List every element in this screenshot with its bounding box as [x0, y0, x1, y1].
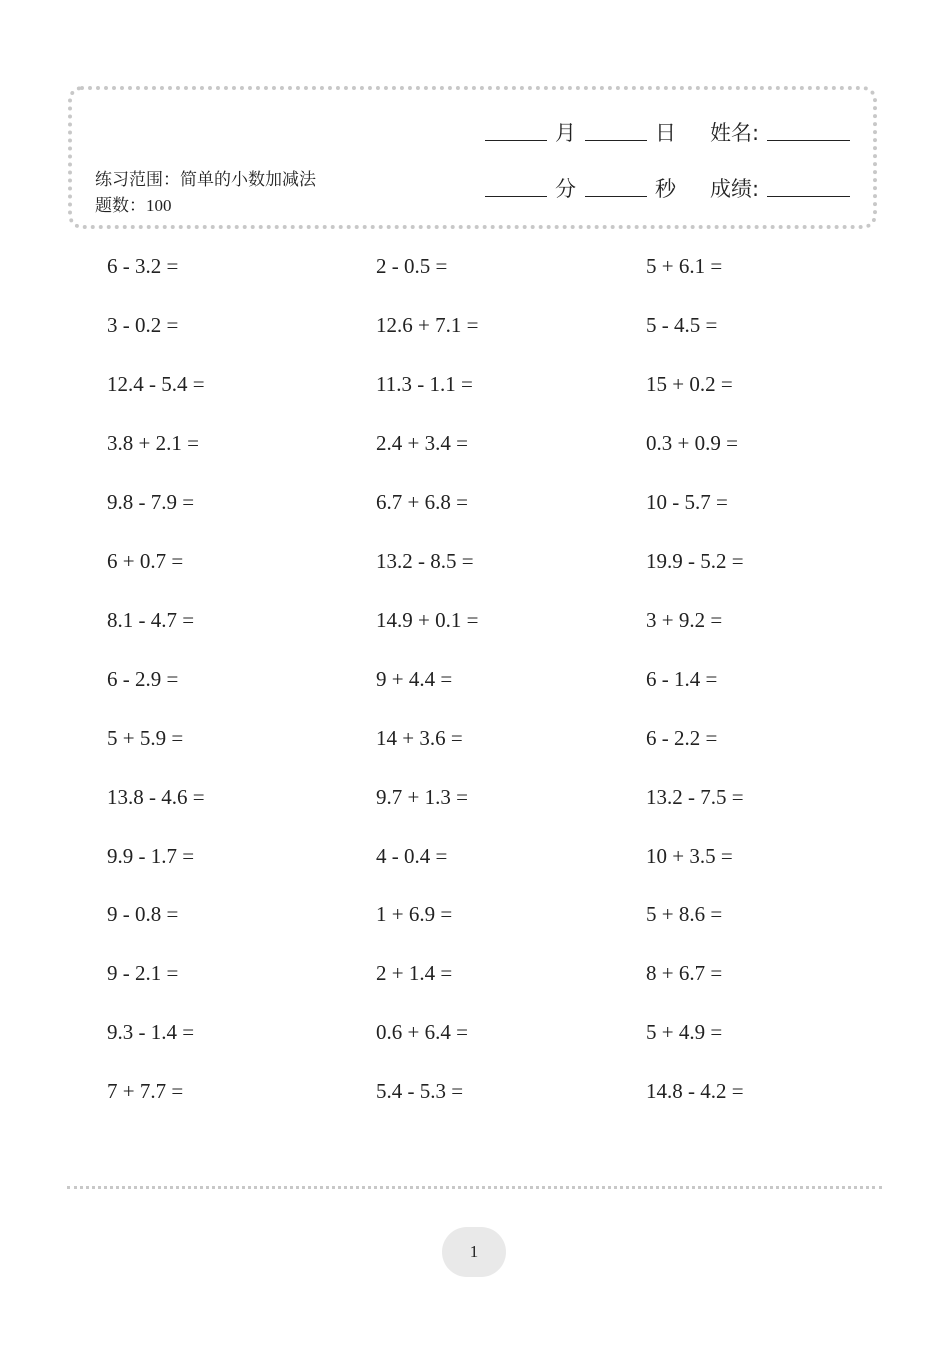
- problem: 5 + 5.9 =: [107, 726, 184, 750]
- problem: 2 - 0.5 =: [376, 254, 448, 278]
- problem: 9 - 0.8 =: [107, 902, 179, 926]
- problem: 10 + 3.5 =: [646, 844, 733, 868]
- problem: 19.9 - 5.2 =: [646, 549, 744, 573]
- count-value: 100: [146, 196, 172, 215]
- month-label: 月: [555, 121, 576, 145]
- problem: 13.2 - 8.5 =: [376, 549, 474, 573]
- problem: 5 - 4.5 =: [646, 313, 718, 337]
- problem: 2 + 1.4 =: [376, 961, 453, 985]
- day-label: 日: [655, 121, 676, 145]
- problem: 5 + 8.6 =: [646, 902, 723, 926]
- month-blank[interactable]: [485, 140, 547, 141]
- problem: 8 + 6.7 =: [646, 961, 723, 985]
- problem: 2.4 + 3.4 =: [376, 431, 468, 455]
- practice-range: [95, 168, 345, 219]
- day-blank[interactable]: [585, 140, 647, 141]
- problem: 0.3 + 0.9 =: [646, 431, 738, 455]
- name-blank[interactable]: [767, 140, 850, 141]
- count-label: 题数：: [95, 196, 146, 216]
- second-label: 秒: [655, 177, 676, 201]
- problem: 4 - 0.4 =: [376, 844, 448, 868]
- problem: 5.4 - 5.3 =: [376, 1079, 464, 1103]
- score-blank[interactable]: [767, 196, 850, 197]
- problem: 9.9 - 1.7 =: [107, 844, 195, 868]
- range-label: 练习范围：简单的小数加减法: [95, 170, 316, 190]
- problem: 3.8 + 2.1 =: [107, 431, 199, 455]
- problem: 3 + 9.2 =: [646, 608, 723, 632]
- problem: 15 + 0.2 =: [646, 372, 733, 396]
- problem: 6 + 0.7 =: [107, 549, 184, 573]
- problem: 6 - 1.4 =: [646, 667, 718, 691]
- problem: 12.6 + 7.1 =: [376, 313, 479, 337]
- problem: 6 - 3.2 =: [107, 254, 179, 278]
- problem: 7 + 7.7 =: [107, 1079, 184, 1103]
- problem: 9.8 - 7.9 =: [107, 490, 195, 514]
- problem: 13.2 - 7.5 =: [646, 785, 744, 809]
- second-blank[interactable]: [585, 196, 647, 197]
- problem: 9.7 + 1.3 =: [376, 785, 468, 809]
- problem: 9 - 2.1 =: [107, 961, 179, 985]
- problem: 6 - 2.2 =: [646, 726, 718, 750]
- problem: 11.3 - 1.1 =: [376, 372, 473, 396]
- score-label: 成绩:: [710, 177, 760, 201]
- problem: 3 - 0.2 =: [107, 313, 179, 337]
- problem: 14 + 3.6 =: [376, 726, 463, 750]
- problem: 9.3 - 1.4 =: [107, 1020, 195, 1044]
- footer-divider: [67, 1186, 882, 1189]
- problem: 5 + 4.9 =: [646, 1020, 723, 1044]
- problem: 12.4 - 5.4 =: [107, 372, 205, 396]
- problem: 13.8 - 4.6 =: [107, 785, 205, 809]
- problem: 0.6 + 6.4 =: [376, 1020, 468, 1044]
- problem: 8.1 - 4.7 =: [107, 608, 195, 632]
- problem: 5 + 6.1 =: [646, 254, 723, 278]
- problem: 14.9 + 0.1 =: [376, 608, 479, 632]
- problem: 6 - 2.9 =: [107, 667, 179, 691]
- minute-label: 分: [555, 177, 576, 201]
- minute-blank[interactable]: [485, 196, 547, 197]
- problem: 1 + 6.9 =: [376, 902, 453, 926]
- problem: 14.8 - 4.2 =: [646, 1079, 744, 1103]
- name-label: 姓名:: [710, 121, 760, 145]
- page-number: 1: [442, 1227, 506, 1277]
- problem: 6.7 + 6.8 =: [376, 490, 468, 514]
- problem: 10 - 5.7 =: [646, 490, 728, 514]
- problem: 9 + 4.4 =: [376, 667, 453, 691]
